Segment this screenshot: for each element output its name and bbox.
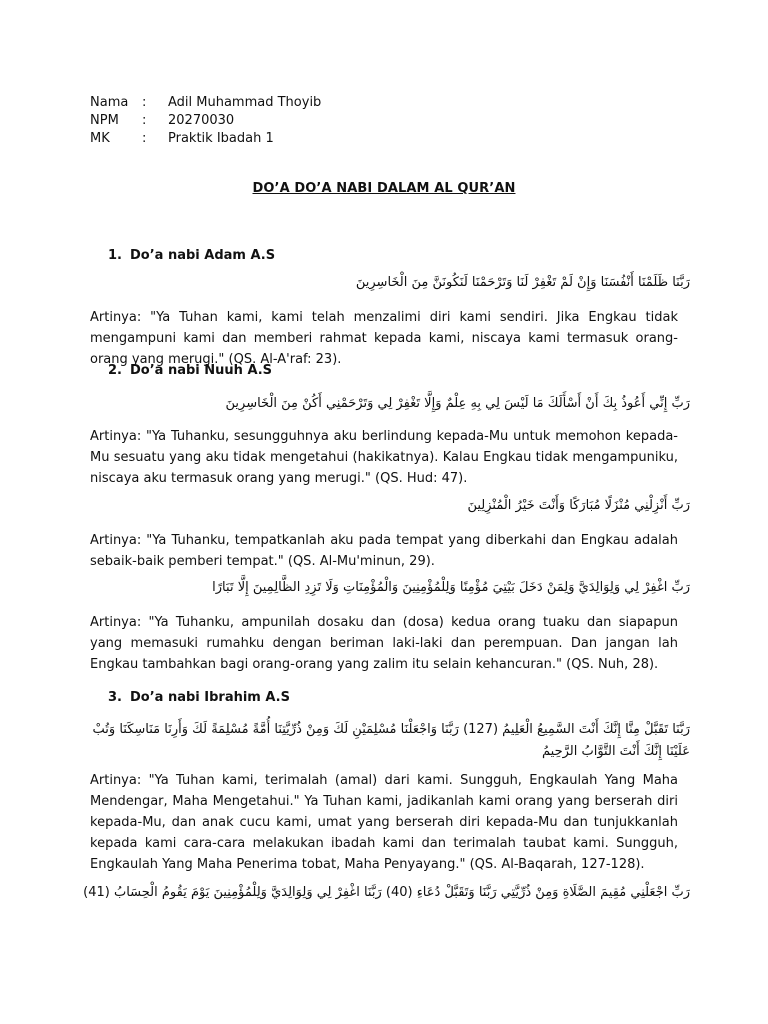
info-value: 20270030 [168,113,235,128]
arabic-verse: رَبِّ إِنِّي أَعُوذُ بِكَ أَنْ أَسْأَلَكَ مَا لَيْسَ لِي بِهِ عِلْمٌ وَإِلَّا تَغْفِرْ لِي وَتَرْحَمْنِي أَكُنْ مِنَ الْخَاسِرِينَ [225,396,690,411]
info-row-nama [90,94,321,112]
arabic-verse: رَبِّ أَنْزِلْنِي مُنْزَلًا مُبَارَكًا وَأَنْتَ خَيْرُ الْمُنْزِلِينَ [467,498,690,513]
info-value: Praktik Ibadah 1 [168,131,274,146]
section-number: 2. [108,363,122,378]
section-heading-ibrahim [108,687,290,708]
arabic-verse: رَبَّنَا ظَلَمْنَا أَنْفُسَنَا وَإِنْ لَمْ تَغْفِرْ لَنَا وَتَرْحَمْنَا لَنَكُونَنَّ مِنَ الْخَاسِرِينَ [355,275,690,290]
section-title: Do’a nabi Adam A.S [130,248,276,263]
section-number: 1. [108,248,122,263]
info-label: Nama [90,95,129,110]
info-colon: : [142,131,147,146]
translation-paragraph: Artinya: "Ya Tuhan kami, kami telah menzalimi diri kami sendiri. Jika Engkau tidak mengampuni kami dan memberi rahmat kepada kami, niscaya kami termasuk orang-orang yang merugi." (QS. Al-A'raf: 23). [90,310,678,367]
info-value: Adil Muhammad Thoyib [168,95,322,110]
translation-paragraph: Artinya: "Ya Tuhan kami, terimalah (amal) dari kami. Sungguh, Engkaulah Yang Maha Mendengar, Maha Mengetahui." Ya Tuhan kami, jadikanlah kami orang yang berserah diri kepada-Mu, dan anak cucu kami, umat yang berserah diri kepada-Mu dan tunjukkanlah kepada kami cara-cara melakukan ibadah kami dan terimalah taubat kami. Sungguh, Engkaulah Yang Maha Penerima tobat, Maha Penyayang." (QS. Al-Baqarah, 127-128). [90,773,678,872]
arabic-verse: رَبِّ اجْعَلْنِي مُقِيمَ الصَّلَاةِ وَمِنْ ذُرِّيَّتِي رَبَّنَا وَتَقَبَّلْ دُعَاءِ (40) رَبَّنَا اغْفِرْ لِي وَلِوَالِدَيَّ وَلِلْمُؤْمِنِينَ يَوْمَ يَقُومُ الْحِسَابُ (41) [83,885,690,900]
info-row-mk [90,130,321,148]
info-label: NPM [90,113,119,128]
document-title: DO’A DO’A NABI DALAM AL QUR’AN [252,181,516,196]
section-number: 3. [108,690,122,705]
student-info [90,94,321,148]
section-heading-nuuh [108,360,272,381]
translation-paragraph: Artinya: "Ya Tuhanku, ampunilah dosaku dan (dosa) kedua orang tuaku dan siapapun yang memasuki rumahku dengan beriman laki-laki dan perempuan. Dan jangan lah Engkau tambahkan bagi orang-orang yang zalim itu selain kehancuran." (QS. Nuh, 28). [90,615,678,672]
arabic-verse: رَبَّنَا تَقَبَّلْ مِنَّا إِنَّكَ أَنْتَ السَّمِيعُ الْعَلِيمُ (127) رَبَّنَا وَاجْعَلْنَا مُسْلِمَيْنِ لَكَ وَمِنْ ذُرِّيَّتِنَا أُمَّةً مُسْلِمَةً لَكَ وَأَرِنَا مَنَاسِكَنَا وَتُبْ عَلَيْنَا إِنَّكَ أَنْتَ التَّوَّابُ الرَّحِيمُ [92,722,690,759]
info-colon: : [142,95,147,110]
translation-paragraph: Artinya: "Ya Tuhanku, tempatkanlah aku pada tempat yang diberkahi dan Engkau adalah sebaik-baik pemberi tempat." (QS. Al-Mu'minun, 29). [90,533,678,569]
info-label: MK [90,131,110,146]
section-heading-adam [108,245,275,266]
info-colon: : [142,113,147,128]
arabic-verse: رَبِّ اغْفِرْ لِي وَلِوَالِدَيَّ وَلِمَنْ دَخَلَ بَيْتِيَ مُؤْمِنًا وَلِلْمُؤْمِنِينَ وَالْمُؤْمِنَاتِ وَلَا تَزِدِ الظَّالِمِينَ إِلَّا تَبَارًا [212,580,690,595]
section-title: Do’a nabi Nuuh A.S [130,363,273,378]
translation-paragraph: Artinya: "Ya Tuhanku, sesungguhnya aku berlindung kepada-Mu untuk memohon kepada-Mu sesuatu yang aku tidak mengetahui (hakikatnya). Kalau Engkau tidak mengampuniku, niscaya aku termasuk orang yang merugi." (QS. Hud: 47). [90,429,678,486]
info-row-npm [90,112,321,130]
section-title: Do’a nabi Ibrahim A.S [130,690,290,705]
